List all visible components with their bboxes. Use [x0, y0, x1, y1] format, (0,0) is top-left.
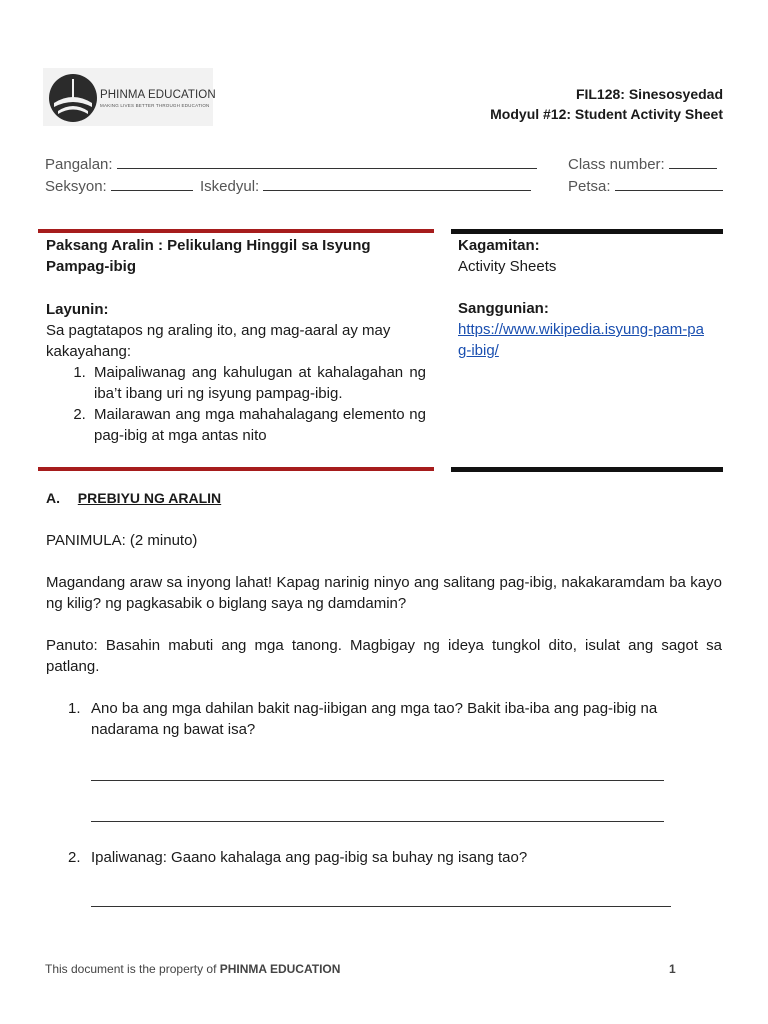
- date-blank[interactable]: [615, 176, 723, 191]
- date-field[interactable]: [568, 176, 723, 195]
- logo-tagline: MAKING LIVES BETTER THROUGH EDUCATION: [100, 103, 210, 108]
- class-number-blank[interactable]: [669, 154, 717, 169]
- section-field[interactable]: [45, 176, 193, 195]
- reference-link[interactable]: https://www.wikipedia.isyung-pam-pag-ibig/: [458, 321, 704, 359]
- schedule-label: Iskedyul:: [200, 178, 260, 195]
- section-a-heading: [46, 490, 221, 506]
- instructions-paragraph: Panuto: Basahin mabuti ang mga tanong. Magbigay ng ideya tungkol dito, isulat ang sagot sa patlang.: [46, 637, 722, 675]
- answer-line[interactable]: [91, 820, 664, 822]
- footer-prefix: This document is the property of: [45, 962, 220, 976]
- lesson-box: [46, 235, 426, 446]
- materials-value: Activity Sheets: [458, 258, 557, 275]
- name-label: Pangalan:: [45, 156, 113, 173]
- phinma-logo-icon: [48, 73, 98, 123]
- question-text: Ipaliwanag: Gaano kahalaga ang pag-ibig sa buhay ng isang tao?: [91, 849, 528, 866]
- name-blank[interactable]: [117, 154, 537, 169]
- class-number-field[interactable]: [568, 154, 717, 173]
- objective-item: 2. Mailarawan ang mga mahahalagang elemento ng pag-ibig at mga antas nito: [90, 404, 426, 446]
- question-number: 2.: [68, 849, 81, 866]
- section-blank[interactable]: [111, 176, 193, 191]
- topic-line-1: Paksang Aralin : Pelikulang Hinggil sa Isyung: [46, 237, 371, 254]
- objectives-title: Layunin:: [46, 301, 109, 318]
- question-text: Ano ba ang mga dahilan bakit nag-iibigan ang mga tao? Bakit iba-iba ang pag-ibig na nadarama ng bawat isa?: [91, 700, 658, 738]
- left-top-bar: [38, 229, 434, 233]
- objective-item: 1. Maipaliwanag ang kahulugan at kahalagahan ng iba’t ibang uri ng isyung pampag-ibig.: [90, 362, 426, 404]
- logo-name: PHINMA EDUCATION: [100, 89, 216, 101]
- intro-label: PANIMULA: (2 minuto): [46, 532, 198, 549]
- section-label: Seksyon:: [45, 178, 107, 195]
- answer-line[interactable]: [91, 779, 664, 781]
- materials-title: Kagamitan:: [458, 237, 540, 254]
- objectives-list: [46, 362, 426, 446]
- greeting-paragraph: Magandang araw sa inyong lahat! Kapag narinig ninyo ang salitang pag-ibig, nakakaramdam ba kayo ng kilig? ng pagkasabik o biglang saya ng damdamin?: [46, 574, 722, 612]
- page-number: 1: [669, 962, 676, 976]
- footer-text: [45, 962, 340, 976]
- left-bottom-bar: [38, 467, 434, 471]
- section-title: PREBIYU NG ARALIN: [77, 490, 222, 506]
- resources-box: [458, 235, 720, 361]
- name-field[interactable]: [45, 154, 537, 173]
- references-title: Sanggunian:: [458, 300, 549, 317]
- right-bottom-bar: [451, 467, 723, 472]
- schedule-blank[interactable]: [263, 176, 531, 191]
- answer-line[interactable]: [91, 905, 671, 907]
- class-number-label: Class number:: [568, 156, 665, 173]
- footer-owner: PHINMA EDUCATION: [219, 962, 341, 976]
- question-number: 1.: [68, 700, 81, 717]
- objectives-intro: Sa pagtatapos ng araling ito, ang mag-aaral ay may kakayahang:: [46, 322, 391, 360]
- course-code: FIL128: Sinesosyedad: [575, 86, 723, 102]
- module-title: Modyul #12: Student Activity Sheet: [490, 106, 723, 122]
- right-top-bar: [451, 229, 723, 234]
- date-label: Petsa:: [568, 178, 611, 195]
- schedule-field[interactable]: [200, 176, 531, 195]
- topic-line-2: Pampag-ibig: [46, 258, 137, 275]
- section-letter: A.: [46, 490, 60, 506]
